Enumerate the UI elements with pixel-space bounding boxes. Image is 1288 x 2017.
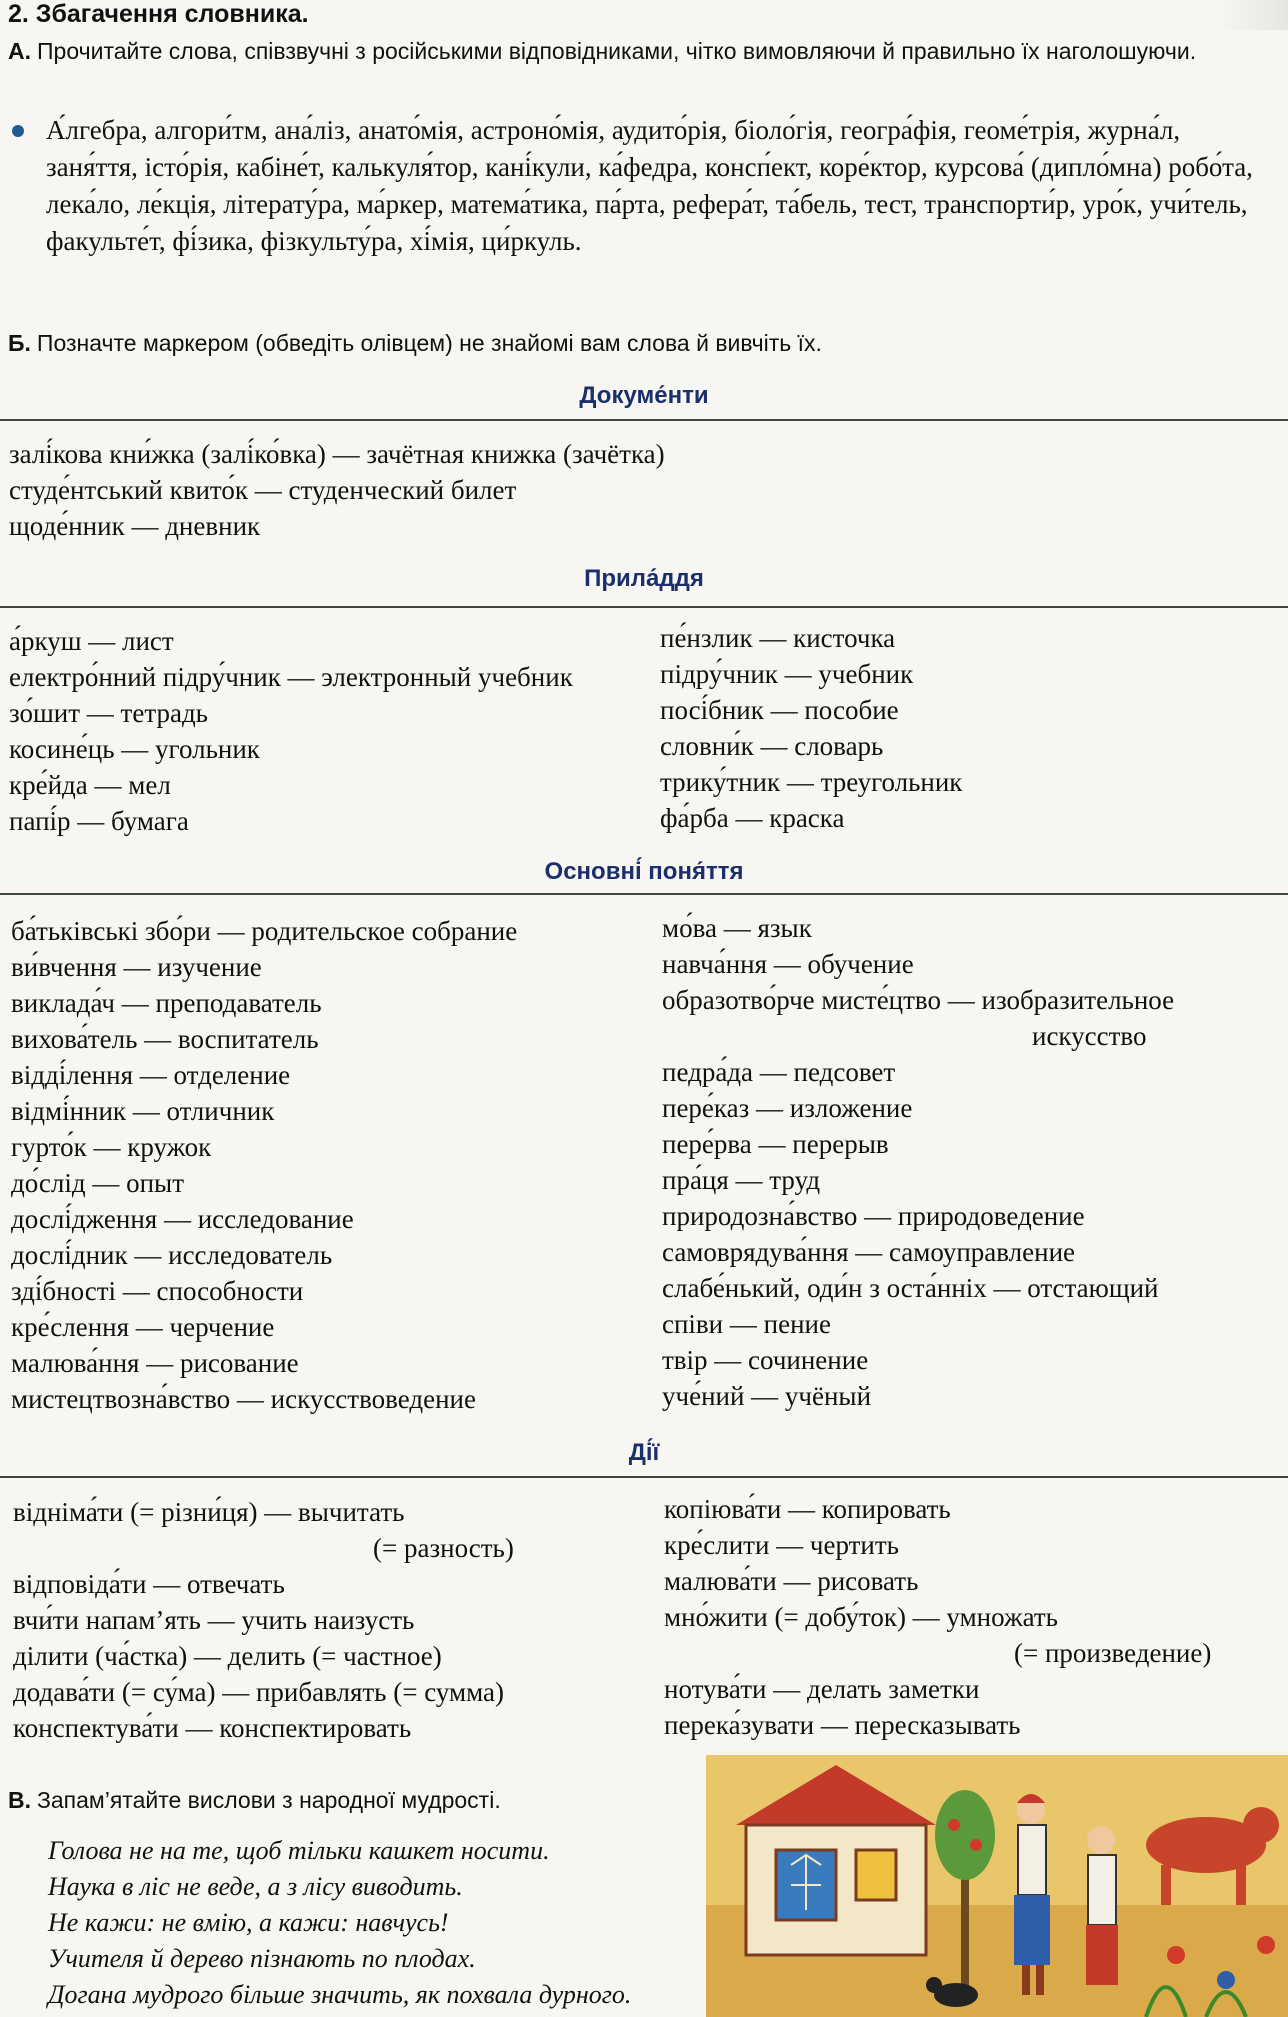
list-item: перека́зувати — пересказывать	[664, 1710, 1021, 1740]
divider	[0, 893, 1288, 895]
list-item: кре́йда — мел	[9, 770, 171, 800]
list-item: зді́бності — способности	[11, 1276, 304, 1306]
list-item: пере́рва — перерыв	[662, 1129, 889, 1159]
list-item: педра́да — педсовет	[662, 1057, 896, 1087]
list-item: студе́нтський квито́к — студенческий билет	[9, 475, 517, 505]
list-item: пе́нзлик — кисточка	[660, 623, 896, 653]
actions-list-left	[13, 1494, 514, 1746]
list-item: фа́рба — краска	[660, 803, 845, 833]
list-item: а́ркуш — лист	[9, 626, 174, 656]
category-title-actions: Ді́ї	[628, 1439, 660, 1466]
proverb: Не кажи: не вмію, а кажи: навчусь!	[48, 1908, 449, 1937]
task-b-instruction	[8, 326, 1268, 360]
list-item: косине́ць — угольник	[9, 734, 260, 764]
list-item: залі́кова кни́жка (залі́ко́вка) — зачётная книжка (зачётка)	[9, 439, 665, 469]
list-item: підру́чник — учебник	[660, 659, 914, 689]
word-list-text: А́лгебра, алгори́тм, ана́ліз, анато́мія, астроно́мія, аудито́рія, біоло́гія, геогра́фія, геоме́трія, журна́л, заня́ття, істо́рія, кабіне́т, калькуля́тор, кані́кули, ка́федра, консп́ект, коре́ктор, курсова́ (дипло́мна) робо́та, лека́ло, ле́кція, літерату́ра, ма́ркер, матема́тика, па́рта, рефера́т, та́бель, тест, транспорти́р, уро́к, учи́тель, факульте́т, фі́зика, фізкульту́ра, хі́мія, ци́ркуль.	[46, 115, 1253, 256]
concepts-list-right	[662, 910, 1174, 1414]
section-title: 2. Збагачення словника.	[8, 0, 309, 28]
task-b-letter: Б.	[8, 330, 31, 356]
list-item: електро́нний підру́чник — электронный учебник	[9, 662, 573, 692]
list-item: образотво́рче мисте́цтво — изобразительное	[662, 985, 1175, 1015]
list-item: щоде́нник — дневник	[9, 511, 261, 541]
list-item: ви́вчення — изучение	[11, 952, 262, 982]
list-item: мистецтвозна́вство — искусствоведение	[11, 1384, 476, 1414]
list-item: ділити (ча́стка) — делить (= частное)	[13, 1641, 442, 1671]
list-item: слабе́нький, оди́н з оста́нніх — отстающий	[662, 1273, 1159, 1303]
list-item: папі́р — бумага	[9, 806, 189, 836]
list-item: самоврядува́ння — самоуправление	[662, 1237, 1076, 1267]
list-item: виклада́ч — преподаватель	[11, 988, 322, 1018]
list-item: малюва́ння — рисование	[11, 1348, 299, 1378]
list-item: вихова́тель — воспитатель	[11, 1024, 319, 1054]
task-v-instruction	[8, 1783, 688, 1817]
list-item: відповіда́ти — отвечать	[13, 1569, 285, 1599]
list-item-continuation: (= разность)	[373, 1533, 514, 1563]
category-title-concepts: Основні́ поня́ття	[544, 858, 744, 885]
task-v-text: Запам’ятайте вислови з народної мудрості.	[37, 1787, 501, 1813]
list-item: кре́слити — чертить	[664, 1530, 899, 1560]
supplies-list-left	[9, 623, 573, 839]
task-b-text: Позначте маркером (обведіть олівцем) не знайомі вам слова й вивчіть їх.	[36, 330, 822, 356]
proverb: Голова не на те, щоб тільки кашкет носити.	[48, 1836, 550, 1865]
list-item: кре́слення — черчение	[11, 1312, 275, 1342]
concepts-list-left	[11, 913, 517, 1417]
list-item: копіюва́ти — копировать	[664, 1494, 951, 1524]
list-item: малюва́ти — рисовать	[664, 1566, 919, 1596]
list-item: дослі́дник — исследователь	[11, 1240, 333, 1270]
task-a-instruction	[8, 34, 1268, 68]
list-item: нотува́ти — делать заметки	[664, 1674, 980, 1704]
list-item: відніма́ти (= різни́ця) — вычитать	[13, 1497, 405, 1527]
list-item: співи — пение	[662, 1309, 831, 1339]
supplies-list-right	[660, 620, 962, 836]
documents-list	[9, 436, 665, 544]
list-item: словни́к — словарь	[660, 731, 884, 761]
folk-art-illustration-icon	[706, 1755, 1288, 2017]
list-item: природозна́вство — природоведение	[662, 1201, 1085, 1231]
task-v-letter: В.	[8, 1787, 31, 1813]
list-item: відмі́нник — отличник	[11, 1096, 275, 1126]
category-title-documents: Докуме́нти	[579, 382, 709, 409]
list-item: пра́ця — труд	[662, 1165, 821, 1195]
list-item: до́слід — опыт	[11, 1168, 184, 1198]
task-a-letter: А.	[8, 38, 31, 64]
divider	[0, 419, 1288, 421]
proverb: Догана мудрого більше значить, як похвала дурного.	[48, 1980, 632, 2009]
list-item: вчи́ти напам’ять — учить наизусть	[13, 1605, 415, 1635]
list-item: додава́ти (= су́ма) — прибавлять (= сумма)	[13, 1677, 504, 1707]
task-a-text: Прочитайте слова, співзвучні з російськими відповідниками, чітко вимовляючи й правильно їх наголошуючи.	[37, 38, 1197, 64]
proverb: Учителя й дерево пізнають по плодах.	[48, 1944, 476, 1973]
list-item: відді́лення — отделение	[11, 1060, 291, 1090]
list-item: мо́ва — язык	[662, 913, 812, 943]
list-item: трику́тник — треугольник	[660, 767, 963, 797]
list-item: пере́каз — изложение	[662, 1093, 913, 1123]
divider	[0, 606, 1288, 608]
actions-list-right	[664, 1491, 1211, 1743]
list-item-continuation: (= произведение)	[1014, 1638, 1212, 1668]
list-item: уче́ний — учёный	[662, 1381, 872, 1411]
list-item: мно́жити (= добу́ток) — умножать	[664, 1602, 1058, 1632]
list-item: ба́тьківські збо́ри — родительское собрание	[11, 916, 518, 946]
proverb: Наука в ліс не веде, а з лісу виводить.	[48, 1872, 463, 1901]
divider	[0, 1476, 1288, 1478]
proverbs-list	[48, 1833, 631, 2013]
list-item: конспектува́ти — конспектировать	[13, 1713, 412, 1743]
bullet-icon	[12, 125, 24, 137]
page-edge-shadow	[1218, 0, 1288, 30]
category-title-supplies: Прила́ддя	[584, 565, 704, 592]
list-item-continuation: искусство	[1032, 1021, 1147, 1051]
list-item: твір — сочинение	[662, 1345, 869, 1375]
list-item: посі́бник — пособие	[660, 695, 899, 725]
list-item: навча́ння — обучение	[662, 949, 914, 979]
word-list	[12, 112, 1272, 260]
list-item: гурто́к — кружок	[11, 1132, 212, 1162]
list-item: дослі́дження — исследование	[11, 1204, 354, 1234]
list-item: зо́шит — тетрадь	[9, 698, 208, 728]
